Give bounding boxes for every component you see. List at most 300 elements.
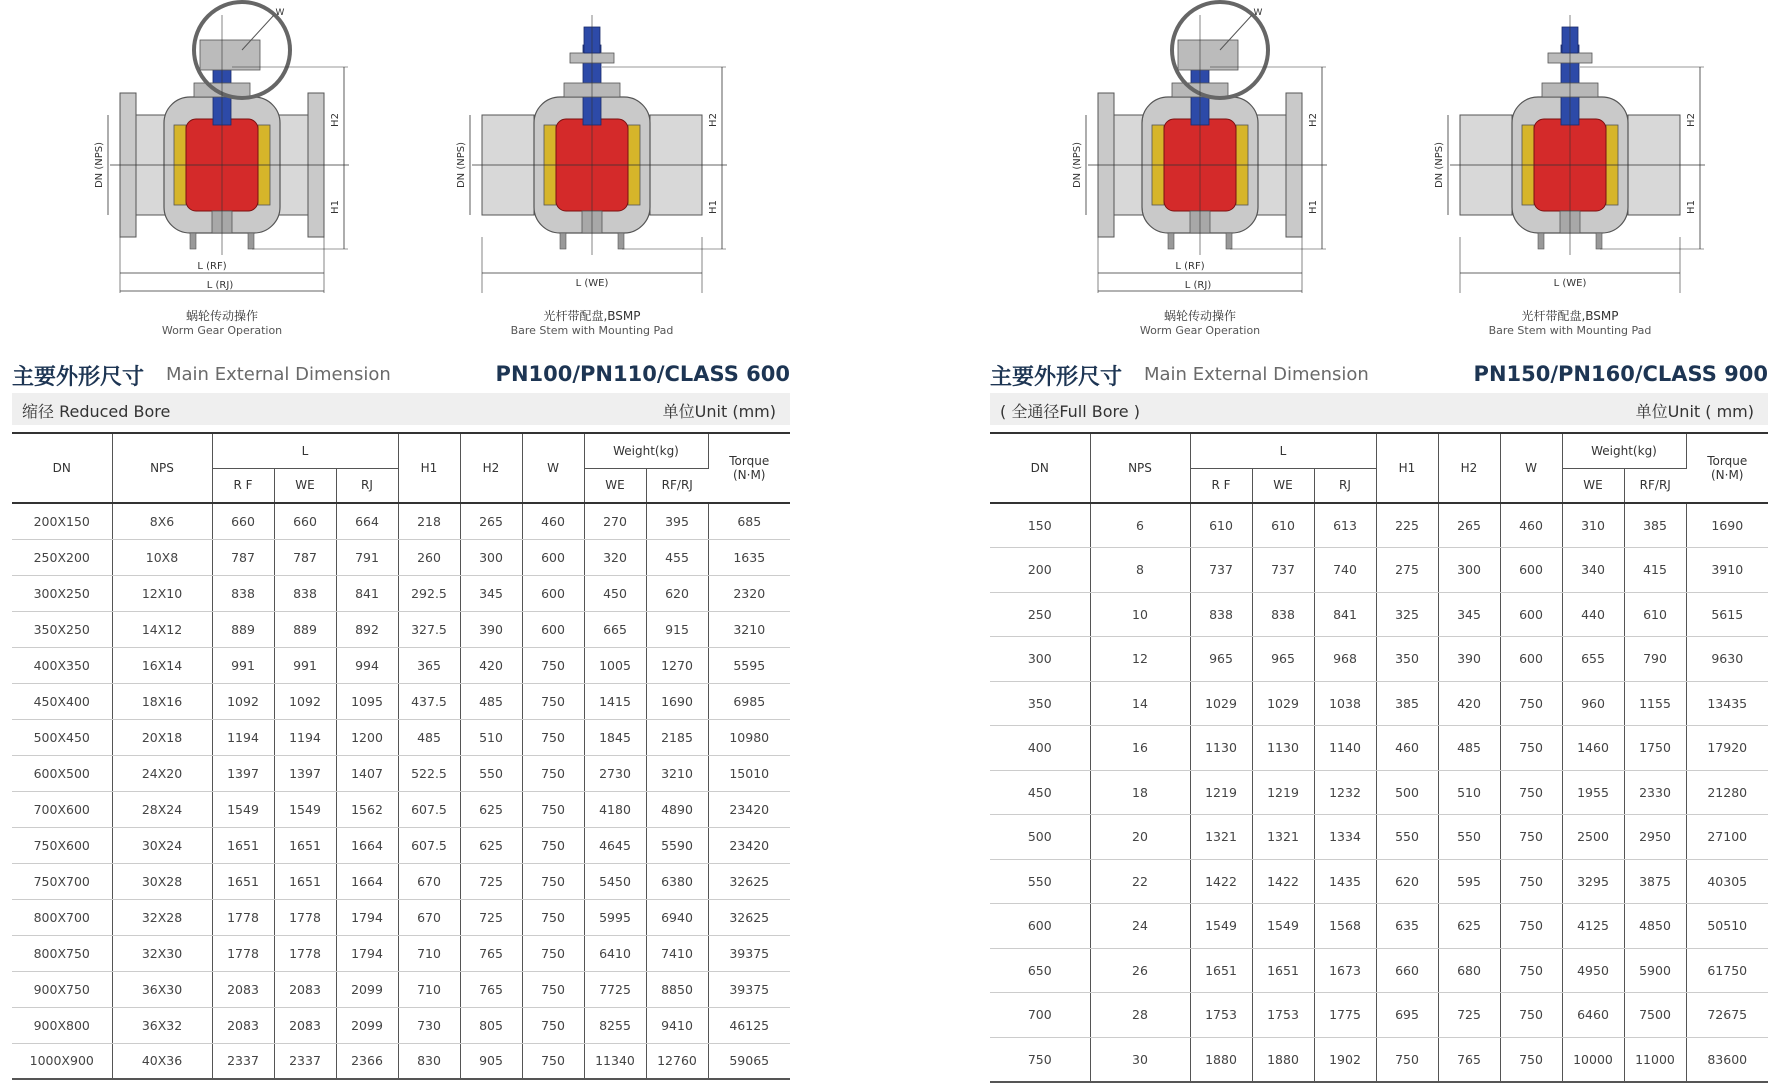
torque-unit: (N·M) <box>1710 468 1744 482</box>
table-cell: 30X28 <box>112 863 212 899</box>
table-cell: 550 <box>1376 815 1438 860</box>
table-cell: 610 <box>1624 592 1686 637</box>
table-cell: 28X24 <box>112 791 212 827</box>
table-cell: 1794 <box>336 899 398 935</box>
table-cell: 1664 <box>336 827 398 863</box>
table-cell: 6940 <box>646 899 708 935</box>
table-cell: 838 <box>1190 592 1252 637</box>
table-cell: 460 <box>1500 503 1562 548</box>
table-cell: 750 <box>1500 993 1562 1038</box>
table-cell: 22 <box>1090 859 1190 904</box>
table-cell: 1778 <box>274 899 336 935</box>
table-cell: 1845 <box>584 719 646 755</box>
table-cell: 5615 <box>1686 592 1768 637</box>
header-nps: NPS <box>112 433 212 503</box>
table-cell: 1232 <box>1314 770 1376 815</box>
table-cell: 1651 <box>1252 948 1314 993</box>
table-cell: 1549 <box>274 791 336 827</box>
table-row <box>990 948 1768 993</box>
l-we-label: L (WE) <box>1553 278 1587 289</box>
header-weight-rfrj: RF/RJ <box>1624 468 1686 503</box>
table-cell: 4125 <box>1562 904 1624 949</box>
table-cell: 28 <box>1090 993 1190 1038</box>
header-weight: Weight(kg) <box>1562 433 1686 468</box>
table-cell: 750 <box>522 827 584 863</box>
table-cell: 1270 <box>646 647 708 683</box>
l-rf-label: L (RF) <box>197 261 227 272</box>
table-cell: 665 <box>584 611 646 647</box>
table-cell: 750 <box>522 899 584 935</box>
table-cell: 620 <box>646 575 708 611</box>
table-cell: 841 <box>336 575 398 611</box>
table-cell: 300 <box>990 637 1090 682</box>
h2-label: H2 <box>708 113 719 127</box>
table-cell: 1673 <box>1314 948 1376 993</box>
header-dn: DN <box>12 433 112 503</box>
table-cell: 1029 <box>1190 681 1252 726</box>
dn-label: DN (NPS) <box>1434 141 1445 189</box>
table-cell: 350 <box>990 681 1090 726</box>
table-cell: 1095 <box>336 683 398 719</box>
table-cell: 765 <box>460 971 522 1007</box>
table-cell: 750 <box>1500 815 1562 860</box>
table-cell: 750 <box>522 1007 584 1043</box>
header-l-rf: R F <box>1190 468 1252 503</box>
caption-cn: 蜗轮传动操作 <box>185 309 258 323</box>
table-cell: 26 <box>1090 948 1190 993</box>
table-cell: 7725 <box>584 971 646 1007</box>
table-cell: 3210 <box>708 611 790 647</box>
table-cell: 2337 <box>212 1043 274 1079</box>
table-cell: 450X400 <box>12 683 112 719</box>
table-cell: 841 <box>1314 592 1376 637</box>
table-cell: 1092 <box>212 683 274 719</box>
table-cell: 968 <box>1314 637 1376 682</box>
h1-label: H1 <box>708 200 719 214</box>
table-cell: 12760 <box>646 1043 708 1079</box>
table-cell: 750 <box>522 935 584 971</box>
table-cell: 450 <box>584 575 646 611</box>
table-cell: 1000X900 <box>12 1043 112 1079</box>
table-cell: 1422 <box>1252 859 1314 904</box>
diagram-caption <box>1090 309 1310 337</box>
caption-cn: 光杆带配盘,BSMP <box>1521 309 1619 323</box>
header-torque <box>708 433 790 503</box>
header-nps: NPS <box>1090 433 1190 503</box>
table-cell: 550 <box>990 859 1090 904</box>
table-cell: 1568 <box>1314 904 1376 949</box>
table-cell: 900X750 <box>12 971 112 1007</box>
table-cell: 40X36 <box>112 1043 212 1079</box>
table-cell: 838 <box>212 575 274 611</box>
table-cell: 460 <box>1376 726 1438 771</box>
table-cell: 1778 <box>212 899 274 935</box>
table-cell: 2366 <box>336 1043 398 1079</box>
table-cell: 725 <box>460 899 522 935</box>
h1-label: H1 <box>330 200 341 214</box>
table-cell: 260 <box>398 539 460 575</box>
table-cell: 1092 <box>274 683 336 719</box>
table-cell: 700X600 <box>12 791 112 827</box>
table-cell: 1460 <box>1562 726 1624 771</box>
table-cell: 965 <box>1190 637 1252 682</box>
dn-label: DN (NPS) <box>456 141 467 189</box>
header-l-rf: R F <box>212 468 274 503</box>
table-cell: 485 <box>460 683 522 719</box>
table-cell: 200 <box>990 548 1090 593</box>
table-cell: 660 <box>212 503 274 539</box>
table-cell: 18 <box>1090 770 1190 815</box>
table-cell: 4950 <box>1562 948 1624 993</box>
table-cell: 4890 <box>646 791 708 827</box>
table-row <box>12 611 790 647</box>
header-l: L <box>1190 433 1376 468</box>
table-cell: 1194 <box>212 719 274 755</box>
table-cell: 50510 <box>1686 904 1768 949</box>
table-cell: 3910 <box>1686 548 1768 593</box>
table-row <box>990 681 1768 726</box>
table-row <box>990 815 1768 860</box>
table-cell: 1422 <box>1190 859 1252 904</box>
table-cell: 32X28 <box>112 899 212 935</box>
table-cell: 5595 <box>708 647 790 683</box>
title-cn: 主要外形尺寸 <box>12 365 145 390</box>
table-cell: 10000 <box>1562 1037 1624 1082</box>
table-cell: 791 <box>336 539 398 575</box>
table-cell: 737 <box>1190 548 1252 593</box>
table-cell: 365 <box>398 647 460 683</box>
table-cell: 595 <box>1438 859 1500 904</box>
torque-label: Torque <box>729 454 770 468</box>
table-cell: 385 <box>1376 681 1438 726</box>
table-cell: 670 <box>398 899 460 935</box>
table-cell: 325 <box>1376 592 1438 637</box>
table-cell: 710 <box>398 971 460 1007</box>
table-cell: 1794 <box>336 935 398 971</box>
l-rj-label: L (RJ) <box>206 280 234 291</box>
table-cell: 750 <box>522 683 584 719</box>
table-row <box>990 993 1768 1038</box>
table-cell: 460 <box>522 503 584 539</box>
table-cell: 600X500 <box>12 755 112 791</box>
table-cell: 1635 <box>708 539 790 575</box>
caption-en: Worm Gear Operation <box>161 324 283 337</box>
table-cell: 390 <box>1438 637 1500 682</box>
header-weight-we: WE <box>1562 468 1624 503</box>
table-cell: 39375 <box>708 935 790 971</box>
bore-type: ( 全通径Full Bore ) <box>1000 402 1140 421</box>
table-cell: 1690 <box>646 683 708 719</box>
table-cell: 320 <box>584 539 646 575</box>
table-cell: 5450 <box>584 863 646 899</box>
section-title <box>12 360 790 390</box>
table-cell: 2185 <box>646 719 708 755</box>
table-cell: 838 <box>1252 592 1314 637</box>
table-cell: 6380 <box>646 863 708 899</box>
l-we-label: L (WE) <box>575 278 609 289</box>
table-cell: 625 <box>460 827 522 863</box>
table-cell: 6 <box>1090 503 1190 548</box>
table-cell: 991 <box>274 647 336 683</box>
table-cell: 750 <box>522 1043 584 1079</box>
table-cell: 350X250 <box>12 611 112 647</box>
table-cell: 10X8 <box>112 539 212 575</box>
table-cell: 725 <box>1438 993 1500 1038</box>
table-row <box>12 539 790 575</box>
unit-label: 单位Unit (mm) <box>662 402 776 421</box>
table-cell: 600 <box>522 575 584 611</box>
table-cell: 670 <box>398 863 460 899</box>
table-cell: 20X18 <box>112 719 212 755</box>
header-dn: DN <box>990 433 1090 503</box>
table-cell: 1778 <box>274 935 336 971</box>
header-torque <box>1686 433 1768 503</box>
table-cell: 1775 <box>1314 993 1376 1038</box>
table-cell: 2083 <box>274 1007 336 1043</box>
table-row <box>990 592 1768 637</box>
table-cell: 8X6 <box>112 503 212 539</box>
table-cell: 750 <box>1376 1037 1438 1082</box>
table-cell: 300X250 <box>12 575 112 611</box>
table-cell: 420 <box>1438 681 1500 726</box>
table-cell: 2330 <box>1624 770 1686 815</box>
dn-label: DN (NPS) <box>1072 141 1083 189</box>
table-cell: 39375 <box>708 971 790 1007</box>
table-cell: 1200 <box>336 719 398 755</box>
table-cell: 200X150 <box>12 503 112 539</box>
table-cell: 11340 <box>584 1043 646 1079</box>
table-cell: 30X24 <box>112 827 212 863</box>
table-cell: 46125 <box>708 1007 790 1043</box>
table-cell: 16X14 <box>112 647 212 683</box>
table-cell: 1549 <box>1190 904 1252 949</box>
table-row <box>990 503 1768 548</box>
table-cell: 27100 <box>1686 815 1768 860</box>
table-cell: 1155 <box>1624 681 1686 726</box>
table-cell: 340 <box>1562 548 1624 593</box>
table-cell: 225 <box>1376 503 1438 548</box>
table-cell: 750 <box>522 971 584 1007</box>
header-weight-we: WE <box>584 468 646 503</box>
table-cell: 1651 <box>1190 948 1252 993</box>
table-cell: 14X12 <box>112 611 212 647</box>
table-row <box>990 726 1768 771</box>
table-cell: 750 <box>522 647 584 683</box>
table-cell: 6985 <box>708 683 790 719</box>
table-cell: 1415 <box>584 683 646 719</box>
section-title <box>990 360 1768 390</box>
table-cell: 750 <box>1500 770 1562 815</box>
table-cell: 660 <box>1376 948 1438 993</box>
dn-label: DN (NPS) <box>94 141 105 189</box>
valve-diagrams <box>978 0 1778 350</box>
table-cell: 36X32 <box>112 1007 212 1043</box>
table-cell: 400 <box>990 726 1090 771</box>
dimension-table <box>12 432 790 1080</box>
table-cell: 700 <box>990 993 1090 1038</box>
table-row <box>12 755 790 791</box>
table-cell: 915 <box>646 611 708 647</box>
table-cell: 2083 <box>212 1007 274 1043</box>
table-row <box>990 859 1768 904</box>
table-cell: 1219 <box>1252 770 1314 815</box>
table-cell: 265 <box>460 503 522 539</box>
table-cell: 750 <box>522 791 584 827</box>
table-cell: 600 <box>1500 592 1562 637</box>
table-cell: 2320 <box>708 575 790 611</box>
subheader-bar <box>990 393 1768 425</box>
table-cell: 655 <box>1562 637 1624 682</box>
table-cell: 420 <box>460 647 522 683</box>
table-cell: 12 <box>1090 637 1190 682</box>
table-cell: 750 <box>1500 726 1562 771</box>
table-cell: 765 <box>1438 1037 1500 1082</box>
table-row <box>12 683 790 719</box>
table-cell: 750 <box>1500 681 1562 726</box>
torque-label: Torque <box>1707 454 1748 468</box>
table-cell: 2083 <box>212 971 274 1007</box>
table-cell: 620 <box>1376 859 1438 904</box>
table-cell: 750X600 <box>12 827 112 863</box>
table-row <box>12 503 790 539</box>
title-en: Main External Dimension <box>1144 364 1369 385</box>
table-row <box>12 791 790 827</box>
table-cell: 610 <box>1252 503 1314 548</box>
table-cell: 23420 <box>708 827 790 863</box>
table-cell: 345 <box>1438 592 1500 637</box>
table-cell: 390 <box>460 611 522 647</box>
table-cell: 2500 <box>1562 815 1624 860</box>
unit-label: 单位Unit ( mm) <box>1635 402 1754 421</box>
table-cell: 960 <box>1562 681 1624 726</box>
table-row <box>12 971 790 1007</box>
table-cell: 1219 <box>1190 770 1252 815</box>
table-cell: 327.5 <box>398 611 460 647</box>
table-cell: 3295 <box>1562 859 1624 904</box>
table-cell: 1778 <box>212 935 274 971</box>
table-cell: 710 <box>398 935 460 971</box>
table-row <box>990 548 1768 593</box>
table-cell: 500X450 <box>12 719 112 755</box>
table-cell: 1140 <box>1314 726 1376 771</box>
table-cell: 7410 <box>646 935 708 971</box>
table-cell: 991 <box>212 647 274 683</box>
table-row <box>12 899 790 935</box>
table-cell: 730 <box>398 1007 460 1043</box>
table-cell: 750 <box>1500 904 1562 949</box>
table-cell: 1029 <box>1252 681 1314 726</box>
h2-label: H2 <box>1308 113 1319 127</box>
header-l-rj: RJ <box>336 468 398 503</box>
diagram-caption <box>1460 309 1680 337</box>
table-cell: 72675 <box>1686 993 1768 1038</box>
table-cell: 485 <box>1438 726 1500 771</box>
table-cell: 450 <box>990 770 1090 815</box>
table-cell: 625 <box>1438 904 1500 949</box>
table-cell: 7500 <box>1624 993 1686 1038</box>
table-cell: 965 <box>1252 637 1314 682</box>
bare-stem-valve-drawing <box>1434 15 1705 293</box>
table-cell: 32625 <box>708 863 790 899</box>
table-cell: 3210 <box>646 755 708 791</box>
table-cell: 787 <box>212 539 274 575</box>
table-cell: 889 <box>274 611 336 647</box>
table-cell: 680 <box>1438 948 1500 993</box>
title-cn: 主要外形尺寸 <box>990 365 1123 390</box>
table-cell: 737 <box>1252 548 1314 593</box>
table-cell: 150 <box>990 503 1090 548</box>
table-cell: 685 <box>708 503 790 539</box>
caption-cn: 蜗轮传动操作 <box>1163 309 1236 323</box>
header-weight: Weight(kg) <box>584 433 708 468</box>
table-cell: 218 <box>398 503 460 539</box>
table-cell: 300 <box>1438 548 1500 593</box>
table-row <box>12 935 790 971</box>
table-cell: 522.5 <box>398 755 460 791</box>
table-cell: 1651 <box>212 827 274 863</box>
table-cell: 635 <box>1376 904 1438 949</box>
table-cell: 14 <box>1090 681 1190 726</box>
table-cell: 30 <box>1090 1037 1190 1082</box>
table-cell: 32X30 <box>112 935 212 971</box>
table-cell: 5900 <box>1624 948 1686 993</box>
table-cell: 310 <box>1562 503 1624 548</box>
table-cell: 1397 <box>274 755 336 791</box>
table-cell: 1880 <box>1190 1037 1252 1082</box>
header-w: W <box>1500 433 1562 503</box>
table-cell: 1955 <box>1562 770 1624 815</box>
table-cell: 250X200 <box>12 539 112 575</box>
table-cell: 13435 <box>1686 681 1768 726</box>
table-cell: 1130 <box>1190 726 1252 771</box>
table-cell: 750X700 <box>12 863 112 899</box>
table-cell: 2099 <box>336 1007 398 1043</box>
header-l-we: WE <box>274 468 336 503</box>
table-cell: 1664 <box>336 863 398 899</box>
table-cell: 6460 <box>1562 993 1624 1038</box>
header-h1: H1 <box>1376 433 1438 503</box>
table-cell: 16 <box>1090 726 1190 771</box>
table-cell: 1750 <box>1624 726 1686 771</box>
subheader-bar <box>12 393 790 425</box>
table-cell: 345 <box>460 575 522 611</box>
header-weight-rfrj: RF/RJ <box>646 468 708 503</box>
table-cell: 1321 <box>1190 815 1252 860</box>
table-cell: 790 <box>1624 637 1686 682</box>
w-label: W <box>275 8 285 18</box>
table-cell: 2099 <box>336 971 398 1007</box>
table-cell: 83600 <box>1686 1037 1768 1082</box>
table-cell: 24X20 <box>112 755 212 791</box>
h2-label: H2 <box>330 113 341 127</box>
table-cell: 1562 <box>336 791 398 827</box>
pressure-class: PN100/PN110/CLASS 600 <box>495 362 790 386</box>
table-cell: 600 <box>990 904 1090 949</box>
table-cell: 664 <box>336 503 398 539</box>
table-cell: 900X800 <box>12 1007 112 1043</box>
table-cell: 15010 <box>708 755 790 791</box>
title-en: Main External Dimension <box>166 364 391 385</box>
table-row <box>990 1037 1768 1082</box>
table-cell: 395 <box>646 503 708 539</box>
table-cell: 650 <box>990 948 1090 993</box>
table-cell: 11000 <box>1624 1037 1686 1082</box>
table-row <box>12 827 790 863</box>
table-cell: 830 <box>398 1043 460 1079</box>
bore-type: 缩径 Reduced Bore <box>22 402 171 421</box>
table-cell: 1407 <box>336 755 398 791</box>
h1-label: H1 <box>1308 200 1319 214</box>
